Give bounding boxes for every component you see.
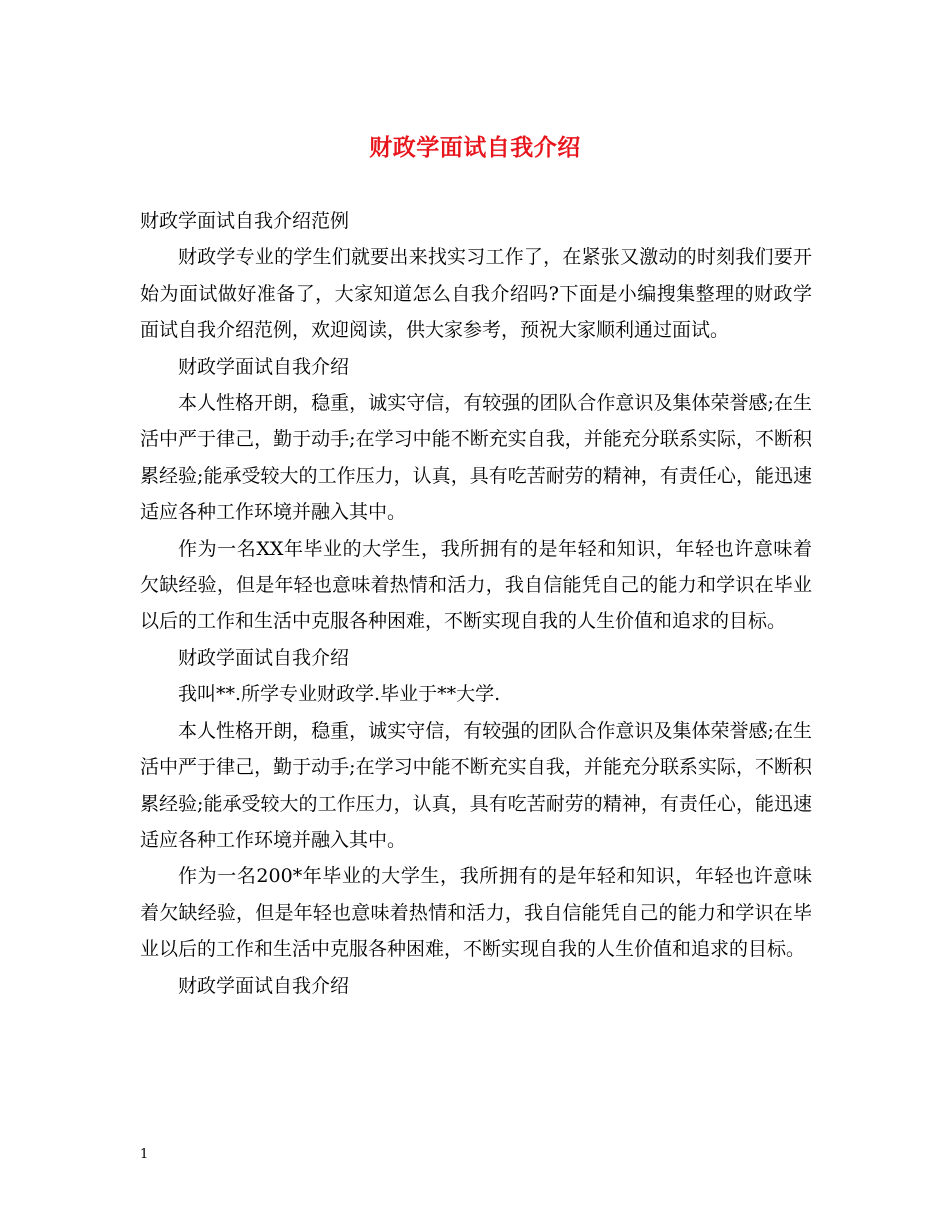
section-heading: 财政学面试自我介绍: [178, 646, 350, 669]
paragraph-personality: 本人性格开朗，稳重，诚实守信，有较强的团队合作意识及集体荣誉感;在生活中严于律己，勤于动手;在学习中能不断充实自我，并能充分联系实际，不断积累经验;能承受较大的工作压力，认真，具有吃苦耐劳的精神，有责任心，能迅速适应各种工作环境并融入其中。: [140, 392, 812, 524]
paragraph-intro: 财政学专业的学生们就要出来找实习工作了，在紧张又激动的时刻我们要开始为面试做好准备了，大家知道怎么自我介绍吗?下面是小编搜集整理的财政学面试自我介绍范例，欢迎阅读，供大家参考，预祝大家顺利通过面试。: [140, 246, 812, 342]
document-body: [140, 203, 812, 1004]
document-title: 财政学面试自我介绍: [369, 134, 581, 161]
paragraph-graduate: 作为一名XX年毕业的大学生，我所拥有的是年轻和知识，年轻也许意味着欠缺经验，但是年轻也意味着热情和活力，我自信能凭自己的能力和学识在毕业以后的工作和生活中克服各种困难，不断实现自我的人生价值和追求的目标。: [140, 537, 812, 633]
paragraph-subtitle: 财政学面试自我介绍范例: [140, 210, 350, 232]
paragraph-personality: 本人性格开朗，稳重，诚实守信，有较强的团队合作意识及集体荣誉感;在生活中严于律己，勤于动手;在学习中能不断充实自我，并能充分联系实际，不断积累经验;能承受较大的工作压力，认真，具有吃苦耐劳的精神，有责任心，能迅速适应各种工作环境并融入其中。: [140, 719, 812, 851]
paragraph-graduate: 作为一名200*年毕业的大学生，我所拥有的是年轻和知识，年轻也许意味着欠缺经验，但是年轻也意味着热情和活力，我自信能凭自己的能力和学识在毕业以后的工作和生活中克服各种困难，不断实现自我的人生价值和追求的目标。: [140, 865, 812, 961]
section-heading: 财政学面试自我介绍: [178, 355, 350, 378]
page-number: 1: [140, 1147, 149, 1162]
paragraph-name: 我叫**.所学专业财政学.毕业于**大学.: [178, 683, 501, 706]
section-heading: 财政学面试自我介绍: [178, 974, 350, 997]
